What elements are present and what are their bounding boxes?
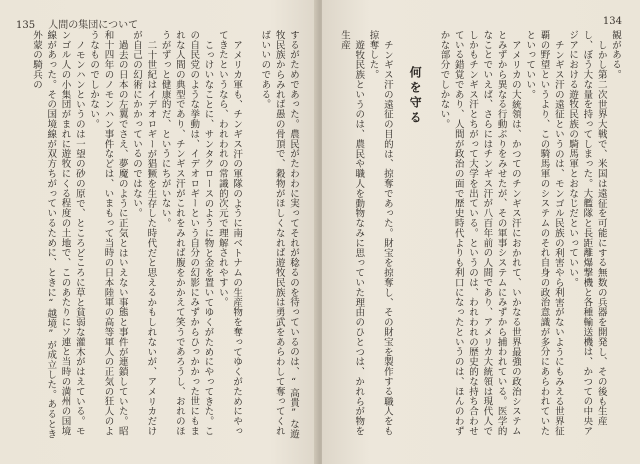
- left-page-number: 135: [16, 20, 36, 31]
- left-page-header: [16, 16, 138, 31]
- left-paragraph: ノモンハンというのは一望の砂の原で、ところどころに草と貧弱な灌木がはえている。モンゴル人の小集団がまれに遊牧にくる程度の土地で、このあたりにソ連と当時の満州の国境線があった。その国境線が双方ちがっているために、ときに“越境”が成立した。あるとき外蒙の騎兵の: [30, 30, 85, 439]
- left-paragraph: アメリカ軍も、チンギス汗の軍隊のように南ベトナムの生産物を奪ってゆくがためにやってきたというなら、われわれの常識的次元で理解されやすい。: [216, 30, 243, 436]
- right-paragraph: しかし第二次世界大戦で、米国は遠征を可能にする無数の兵器を開発し、その後も生産し、ぼう大な量を持ってしまった。大艦隊と長距離爆撃機と各種輸送機は、かつての中央アジアにおける遊牧民族の騎馬軍とおなじだといっていい。: [567, 30, 607, 436]
- right-paragraph: 観がある。: [610, 30, 621, 80]
- right-page-body: [336, 30, 622, 445]
- left-paragraph: 過去の日本の左翼でさえ、夢魔のように正気とはいえない事態と事件が連鎖していた。昭和十四年のノモンハン事件などは、いまもって当時の日本陸軍の高等軍人の正気の狂人のようなものでしかない。: [88, 30, 128, 436]
- left-paragraph: するがためであった。農民がたわわに実ってそれが稔るのを待っているのは、“高貴”な遊牧民族からみれば愚の骨頂で、穀物がほしくなれば遊牧民族は勇武をあらわして奪ってくればいいのである。: [259, 30, 299, 439]
- running-head: 人間の集団について: [48, 20, 139, 31]
- right-page-header: [603, 16, 622, 27]
- right-page-number: 134: [602, 16, 622, 27]
- left-paragraph: 二十世紀はイデオロギーが猖獗を生存した時代だと思えるかもしれないが、アメリカだけが自己の幻術にかかっているのではない。: [131, 30, 157, 436]
- right-paragraph: 遊牧民族というのは、農民や職人を動物なみに思っていた理由のひとつは、かれらが物を生産: [338, 30, 365, 436]
- section-heading: 何を守る: [408, 66, 423, 126]
- paragraph-spacer: [243, 30, 257, 445]
- left-page-body: [18, 30, 300, 445]
- right-paragraph: アメリカの大統領は、かつてのチンギス汗におかれて、いかなる世界最強の政治システムとみずから異なる行動ぶりをみせたが、その軍事システムにみずから捕われている。医学的なことでいえば、さらにはチンギス汗が八百年前の人間であり、アメリカ大統領は現代人でしかもチンギス汗とちがって大学を出ている。というのは、われわれの歴史的な持ち合わせている錯覚であり、人間が政治の面で歴史時代よりも利口になったというのは、ほんのわずかな部分でしかない。: [438, 30, 521, 436]
- left-paragraph: こっけいなことに、サンタクロースのように物と金を置いてゆくがためにやってきた。この自民党のような挙動は、イデオロギーという自分の幻影にみずからひっかかった世にもまれな人間の典型であり、チンギス汗がこれをみれば腹をかかえて笑うであろうし、おれのほうがずっと健康的だ、というにちがいない。: [159, 30, 214, 436]
- right-paragraph: チンギス汗の遠征の目的は、掠奪であった。財宝を掠奪し、その財宝を製作する職人をも掠奪した。: [367, 30, 393, 436]
- right-page: [322, 0, 640, 464]
- right-paragraph: チンギス汗の遠征というのは、モンゴル民族の利害やら利害がないようにもみえる世界征覇の野望というより、この騎馬軍のシステムのそれ自身の政治意識が多分にあらわれていたといっていい。: [524, 30, 564, 436]
- left-page: [0, 0, 318, 464]
